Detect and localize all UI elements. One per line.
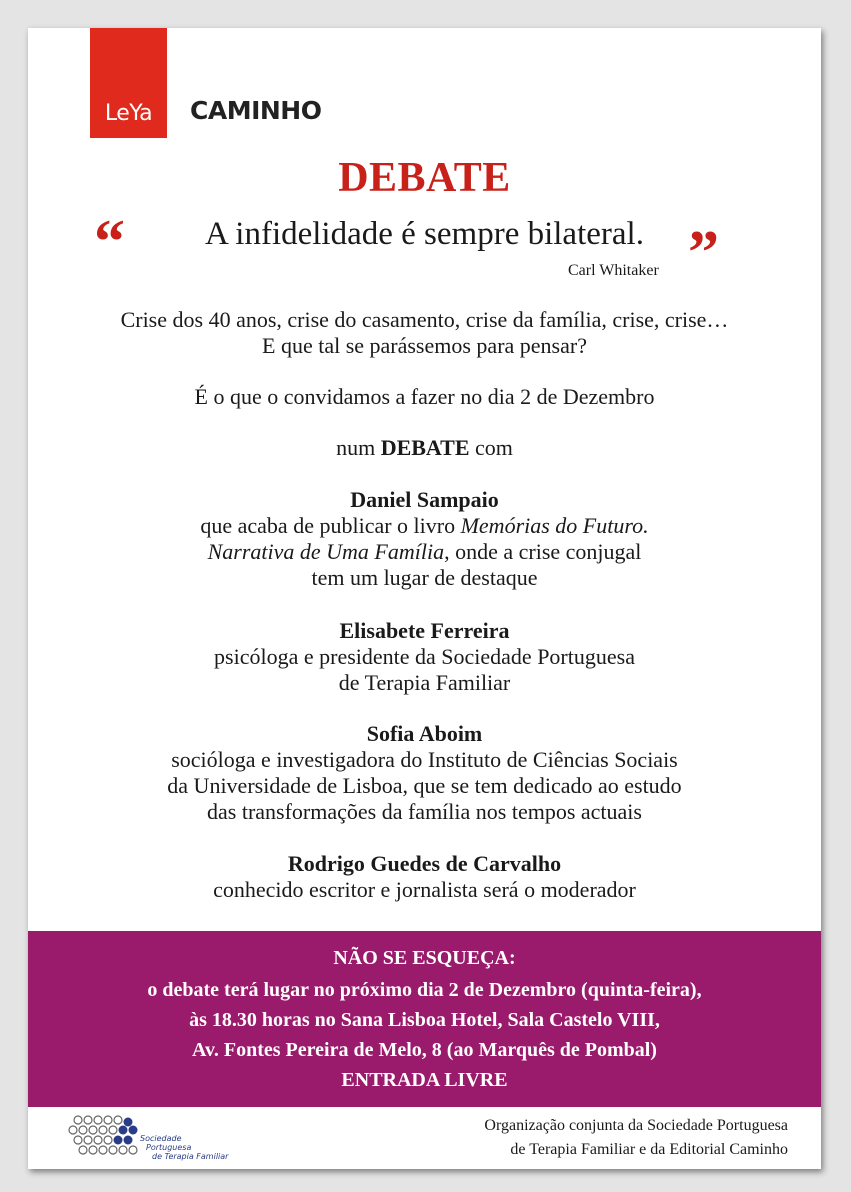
reminder-line: às 18.30 horas no Sana Lisboa Hotel, Sala Castelo VIII, (189, 1009, 660, 1031)
speaker-desc: socióloga e investigadora do Instituto de Ciências Sociais (171, 747, 678, 772)
leya-logo-text: LeYa (104, 101, 153, 126)
footer-text-line-1: Organização conjunta da Sociedade Portuguesa (484, 1117, 788, 1134)
intro-line-4 (28, 435, 821, 461)
intro-line-4-suffix: com (469, 435, 513, 460)
speaker-desc: das transformações da família nos tempos actuais (207, 799, 642, 824)
sptf-logo-line: Portuguesa (146, 1143, 192, 1152)
intro-line-3: É o que o convidamos a fazer no dia 2 de Dezembro (194, 384, 655, 409)
sptf-logo-text (140, 1134, 228, 1161)
speaker-desc (28, 539, 821, 565)
speaker-desc-suffix: , onde a crise conjugal (444, 539, 642, 564)
footer-text-line-2: de Terapia Familiar e da Editorial Caminho (510, 1141, 788, 1158)
close-quote-icon: ” (688, 219, 719, 287)
reminder-line: Av. Fontes Pereira de Melo, 8 (ao Marquês de Pombal) (192, 1039, 657, 1061)
sptf-logo-line: Sociedade (140, 1134, 182, 1143)
speaker-desc: conhecido escritor e jornalista será o moderador (213, 877, 636, 902)
book-title: Memórias do Futuro. (460, 513, 649, 538)
intro-line-4-prefix: num (336, 435, 381, 460)
speaker-name: Sofia Aboim (366, 721, 483, 746)
leya-logo (90, 28, 167, 138)
speaker-name: Daniel Sampaio (350, 487, 499, 512)
speaker-desc (28, 513, 821, 539)
reminder-line: o debate terá lugar no próximo dia 2 de Dezembro (quinta-feira), (147, 979, 702, 1001)
speaker-desc: psicóloga e presidente da Sociedade Portuguesa (214, 644, 635, 669)
page-title: DEBATE (338, 155, 511, 201)
speaker-desc: da Universidade de Lisboa, que se tem dedicado ao estudo (167, 773, 682, 798)
flyer-page (28, 28, 821, 1169)
intro-line-4-bold: DEBATE (380, 435, 470, 460)
quote-author: Carl Whitaker (568, 262, 659, 279)
intro-line-1: Crise dos 40 anos, crise do casamento, crise da família, crise, crise… (120, 307, 729, 332)
speaker-desc-prefix: que acaba de publicar o livro (200, 513, 461, 538)
intro-line-2: E que tal se parássemos para pensar? (262, 333, 587, 358)
speaker-desc: tem um lugar de destaque (311, 565, 538, 590)
reminder-heading: NÃO SE ESQUEÇA: (333, 947, 516, 969)
sptf-logo-line: de Terapia Familiar (152, 1152, 229, 1161)
caminho-logo: CAMINHO (190, 96, 322, 125)
reminder-banner (28, 931, 821, 1107)
speaker-desc: de Terapia Familiar (338, 670, 511, 695)
speaker-name: Elisabete Ferreira (339, 618, 510, 643)
reminder-free-entry: ENTRADA LIVRE (341, 1069, 508, 1091)
book-subtitle: Narrativa de Uma Família (207, 539, 445, 564)
open-quote-icon: “ (94, 208, 125, 276)
speaker-name: Rodrigo Guedes de Carvalho (287, 851, 562, 876)
quote-text: A infidelidade é sempre bilateral. (205, 216, 644, 252)
